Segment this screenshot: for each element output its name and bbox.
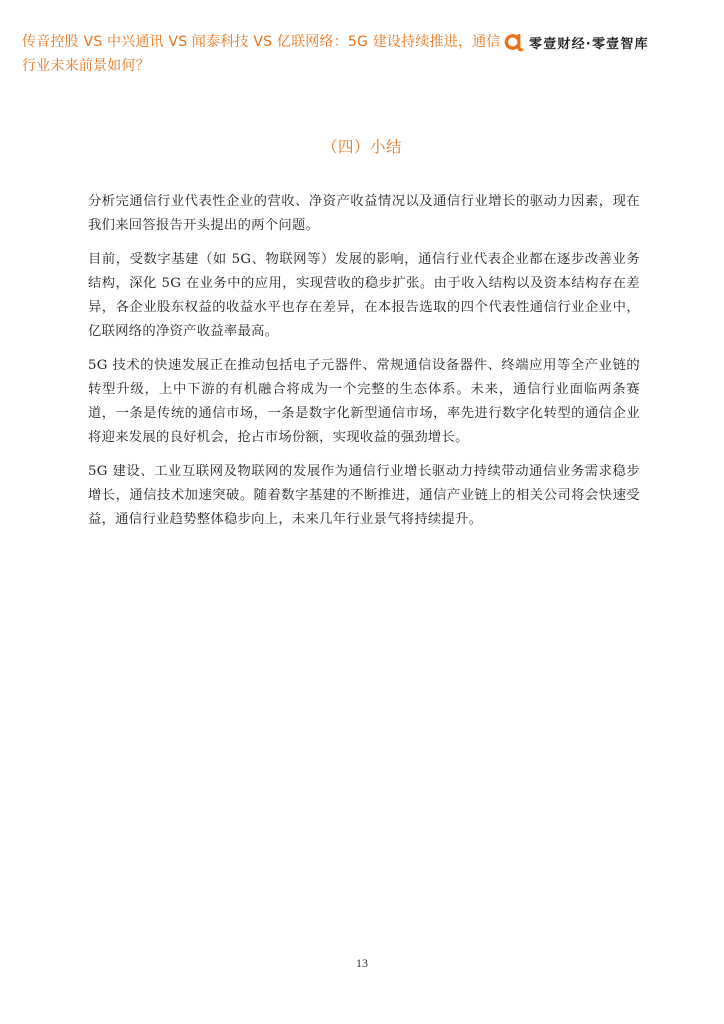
brand-logo [502, 30, 649, 54]
paragraph: 分析完通信行业代表性企业的营收、净资产收益情况以及通信行业增长的驱动力因素，现在我们来回答报告开头提出的两个问题。 [88, 194, 640, 233]
page-number: 13 [356, 956, 368, 970]
header-title: 传音控股 VS 中兴通讯 VS 闻泰科技 VS 亿联网络：5G 建设持续推进，通信行业未来前景如何？ [22, 34, 501, 74]
brand-logo-icon [502, 31, 524, 53]
section-title: （四）小结 [321, 138, 402, 156]
paragraph: 目前，受数字基建（如 5G、物联网等）发展的影响，通信行业代表企业都在逐步改善业务结构，深化 5G 在业务中的应用，实现营收的稳步扩张。由于收入结构以及资本结构存在差异，各企业股东权益的收益水平也存在差异，在本报告选取的四个代表性通信行业企业中，亿联网络的净资产收益率最高。 [88, 252, 640, 339]
body-text [88, 190, 640, 542]
page-header [22, 30, 702, 80]
brand-name: 零壹财经·零壹智库 [529, 36, 649, 52]
paragraph: 5G 技术的快速发展正在推动包括电子元器件、常规通信设备器件、终端应用等全产业链的转型升级，上中下游的有机融合将成为一个完整的生态体系。未来，通信行业面临两条赛道，一条是传统的通信市场，一条是数字化新型通信市场，率先进行数字化转型的通信企业将迎来发展的良好机会，抢占市场份额，实现收益的强劲增长。 [88, 358, 640, 445]
paragraph: 5G 建设、工业互联网及物联网的发展作为通信行业增长驱动力持续带动通信业务需求稳步增长，通信技术加速突破。随着数字基建的不断推进，通信产业链上的相关公司将会快速受益，通信行业趋势整体稳步向上，未来几年行业景气将持续提升。 [88, 464, 640, 527]
